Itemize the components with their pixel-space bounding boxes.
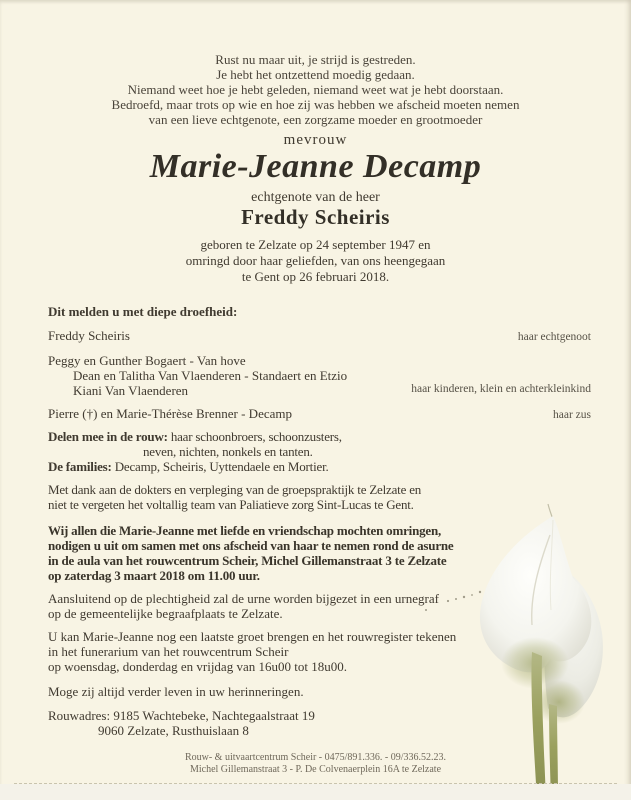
mourner-sister-name: Pierre (†) en Marie-Thérèse Brenner - Decamp: [48, 406, 292, 421]
mourning-address: [48, 708, 591, 738]
spouse-name: Freddy Scheiris: [241, 205, 390, 229]
share-line2: neven, nichten, nonkels en tanten.: [143, 444, 313, 459]
urn-paragraph: [48, 591, 591, 621]
closing-sentence: Moge zij altijd verder leven in uw herinneringen.: [48, 684, 304, 699]
thanks-paragraph: [48, 482, 591, 512]
mourner-husband-relation: haar echtgenoot: [517, 331, 591, 343]
mourner-children-line: Kiani Van Vlaenderen: [73, 383, 189, 398]
funeral-home-footer: [0, 752, 631, 776]
salutation: mevrouw: [283, 132, 348, 148]
address-line: 9060 Zelzate, Rusthuislaan 8: [98, 723, 249, 738]
death-line: omringd door haar geliefden, van ons heengegaan: [185, 253, 446, 268]
family-block: [48, 429, 591, 474]
share-text: haar schoonbroers, schoonzusters,: [167, 429, 342, 444]
visiting-line: in het funerarium van het rouwcentrum Scheir: [48, 644, 289, 659]
thanks-line: niet te vergeten het voltallig team van Paliatieve zorg Sint-Lucas te Gent.: [48, 497, 414, 512]
footer-line-address: Michel Gillemanstraat 3 - P. De Colvenaerplein 16A te Zelzate: [189, 764, 442, 775]
card-fold-line: [14, 783, 617, 784]
birth-line: geboren te Zelzate op 24 september 1947 en: [200, 237, 431, 252]
thanks-line: Met dank aan de dokters en verpleging van de groepspraktijk te Zelzate en: [48, 482, 422, 497]
urn-line: Aansluitend op de plechtigheid zal de urne worden bijgezet in een urnegraf: [48, 591, 439, 606]
death-place-line: te Gent op 26 februari 2018.: [241, 269, 390, 284]
poem-line: Rust nu maar uit, je strijd is gestreden.: [215, 52, 416, 67]
footer-line-contact: Rouw- & uitvaartcentrum Scheir - 0475/891.336. - 09/336.52.23.: [184, 752, 447, 763]
birth-death-details: [0, 237, 631, 285]
visiting-line: op woensdag, donderdag en vrijdag van 16u00 tot 18u00.: [48, 659, 347, 674]
ceremony-line: in de aula van het rouwcentrum Scheir, Michel Gillemanstraat 3 te Zelzate: [48, 553, 447, 568]
mourner-sister-row: [48, 406, 591, 423]
mourner-husband-name: Freddy Scheiris: [48, 328, 130, 343]
deceased-name: Marie-Jeanne Decamp: [149, 148, 482, 185]
mourner-sister-relation: haar zus: [553, 409, 591, 421]
card-fold-strip: [0, 784, 631, 800]
ceremony-line: op zaterdag 3 maart 2018 om 11.00 uur.: [48, 568, 260, 583]
ceremony-line: Wij allen die Marie-Jeanne met liefde en vriendschap mochten omringen,: [48, 523, 442, 538]
mourner-children-line: Dean en Talitha Van Vlaenderen - Standaert en Etzio: [73, 368, 348, 383]
relation-intro: echtgenote van de heer: [251, 190, 380, 205]
ceremony-line: nodigen u uit om samen met ons afscheid van haar te nemen rond de asurne: [48, 538, 454, 553]
mourner-children-relation: haar kinderen, klein en achterkleinkind: [411, 383, 591, 395]
families-text: Decamp, Scheiris, Uyttendaele en Mortier.: [111, 459, 329, 474]
urn-line: op de gemeentelijke begraafplaats te Zelzate.: [48, 606, 283, 621]
visiting-line: U kan Marie-Jeanne nog een laatste groet brengen en het rouwregister tekenen: [48, 629, 457, 644]
announcement-intro: Dit melden u met diepe droefheid:: [48, 304, 238, 319]
ceremony-paragraph: [48, 523, 591, 583]
poem-line: Je hebt het ontzettend moedig gedaan.: [216, 67, 415, 82]
opening-poem: [0, 52, 631, 127]
visiting-paragraph: [48, 629, 591, 674]
share-label: Delen mee in de rouw:: [48, 429, 168, 444]
mourner-children-block: [48, 353, 591, 398]
mourner-husband-row: [48, 328, 591, 345]
share-line: [48, 429, 591, 444]
families-label: De families:: [48, 459, 112, 474]
poem-line: Bedroefd, maar trots op wie en hoe zij was hebben we afscheid moeten nemen: [111, 97, 520, 112]
address-line: Rouwadres: 9185 Wachtebeke, Nachtegaalstraat 19: [48, 708, 315, 723]
families-line: [48, 459, 591, 474]
mourner-children-line: Peggy en Gunther Bogaert - Van hove: [48, 353, 246, 368]
poem-line: van een lieve echtgenote, een zorgzame moeder en grootmoeder: [148, 112, 483, 127]
poem-line: Niemand weet hoe je hebt geleden, niemand weet wat je hebt doorstaan.: [127, 82, 504, 97]
